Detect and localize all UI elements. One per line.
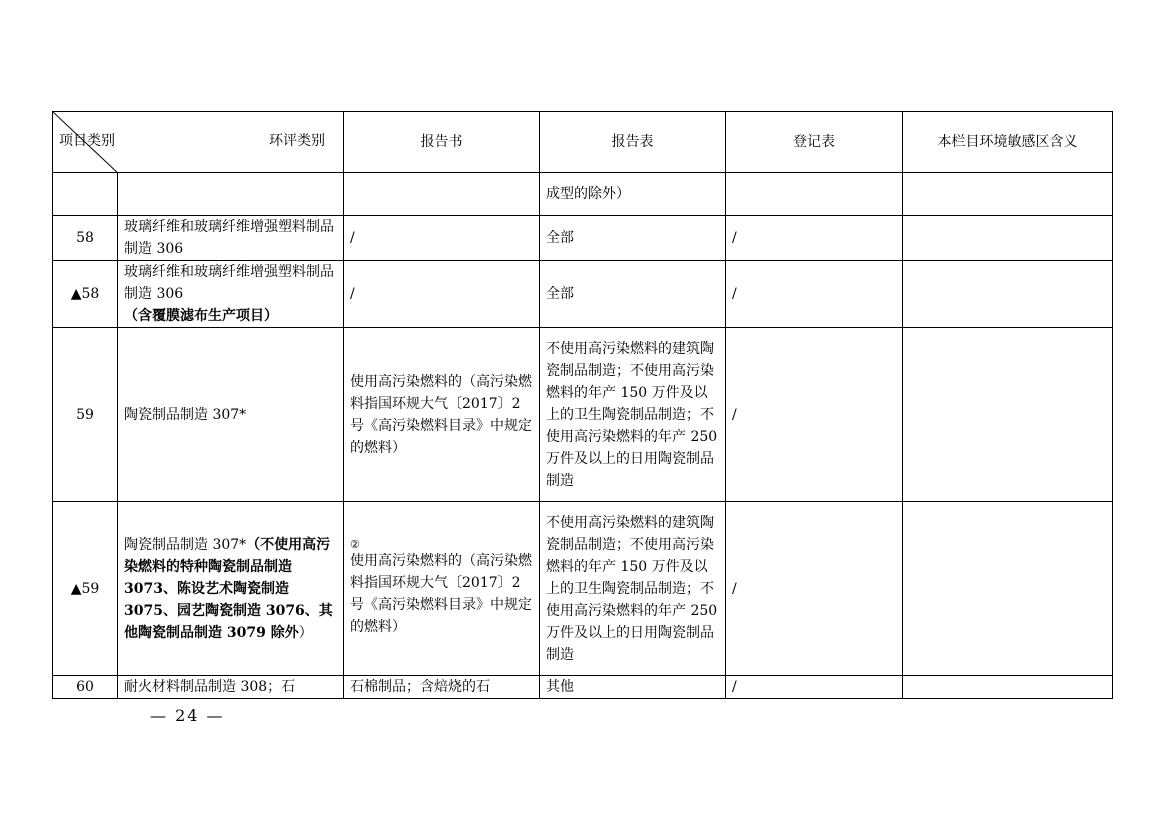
table-row xyxy=(53,173,1113,216)
diagonal-header-cell xyxy=(53,112,344,173)
row-report-book: 使用高污染燃料的（高污染燃料指国环规大气〔2017〕2 号《高污染燃料目录》中规定的燃料） xyxy=(344,328,540,502)
row-report-form: 全部 xyxy=(540,261,726,328)
row-registration: / xyxy=(726,216,903,261)
project-name-bold-text: （含覆膜滤布生产项目） xyxy=(124,308,278,324)
table-header-row xyxy=(53,112,1113,173)
row-sensitive-area xyxy=(903,676,1113,699)
circled-two-mark: ② xyxy=(350,537,360,551)
header-report-book: 报告书 xyxy=(344,112,540,173)
table-row xyxy=(53,216,1113,261)
row-project-name xyxy=(118,261,344,328)
row-report-book xyxy=(344,502,540,676)
project-name-bold-text: （不使用高污染燃料的特种陶瓷制品制造 3073、陈设艺术陶瓷制造 3075、园艺陶瓷制造 3076、其他陶瓷制品制造 3079 除外 xyxy=(124,536,333,641)
row-report-form: 不使用高污染燃料的建筑陶瓷制品制造；不使用高污染燃料的年产 150 万件及以上的卫生陶瓷制品制造；不使用高污染燃料的年产 250 万件及以上的日用陶瓷制品制造 xyxy=(540,328,726,502)
row-registration: / xyxy=(726,261,903,328)
header-report-form: 报告表 xyxy=(540,112,726,173)
row-report-form: 全部 xyxy=(540,216,726,261)
row-number: ▲59 xyxy=(53,502,118,676)
row-registration: / xyxy=(726,328,903,502)
project-name-text: 玻璃纤维和玻璃纤维增强塑料制品制造 306 xyxy=(124,264,334,302)
row-project-name: 玻璃纤维和玻璃纤维增强塑料制品制造 306 xyxy=(118,216,344,261)
row-registration: / xyxy=(726,502,903,676)
row-sensitive-area xyxy=(903,216,1113,261)
row-registration: / xyxy=(726,676,903,699)
header-sensitive-area: 本栏目环境敏感区含义 xyxy=(903,112,1113,173)
project-name-text: 陶瓷制品制造 307* xyxy=(124,536,247,553)
row-number: 59 xyxy=(53,328,118,502)
row-sensitive-area xyxy=(903,261,1113,328)
table-row xyxy=(53,261,1113,328)
row-registration xyxy=(726,173,903,216)
project-name-tail-text: ） xyxy=(298,624,313,641)
row-report-form: 其他 xyxy=(540,676,726,699)
page-number-footer xyxy=(150,706,225,725)
table-row xyxy=(53,676,1113,699)
row-report-form: 不使用高污染燃料的建筑陶瓷制品制造；不使用高污染燃料的年产 150 万件及以上的卫生陶瓷制品制造；不使用高污染燃料的年产 250 万件及以上的日用陶瓷制品制造 xyxy=(540,502,726,676)
header-eia-category: 环评类别 xyxy=(269,133,325,149)
row-report-book: / xyxy=(344,216,540,261)
row-project-name: 耐火材料制品制造 308；石 xyxy=(118,676,344,699)
row-report-form: 成型的除外） xyxy=(540,173,726,216)
page-number: — 24 — xyxy=(150,706,225,725)
row-project-name: 陶瓷制品制造 307* xyxy=(118,328,344,502)
row-report-book: 石棉制品；含焙烧的石 xyxy=(344,676,540,699)
header-registration-form: 登记表 xyxy=(726,112,903,173)
header-project-category: 项目类别 xyxy=(59,133,115,149)
row-number xyxy=(53,173,118,216)
row-number: ▲58 xyxy=(53,261,118,328)
table-row xyxy=(53,502,1113,676)
row-project-name xyxy=(118,502,344,676)
row-number: 60 xyxy=(53,676,118,699)
report-book-text: 使用高污染燃料的（高污染燃料指国环规大气〔2017〕2 号《高污染燃料目录》中规定的燃料） xyxy=(350,552,532,635)
row-sensitive-area xyxy=(903,502,1113,676)
row-report-book: / xyxy=(344,261,540,328)
row-number: 58 xyxy=(53,216,118,261)
eia-classification-table xyxy=(52,111,1113,699)
row-sensitive-area xyxy=(903,173,1113,216)
table-row xyxy=(53,328,1113,502)
row-report-book xyxy=(344,173,540,216)
row-project-name xyxy=(118,173,344,216)
row-sensitive-area xyxy=(903,328,1113,502)
